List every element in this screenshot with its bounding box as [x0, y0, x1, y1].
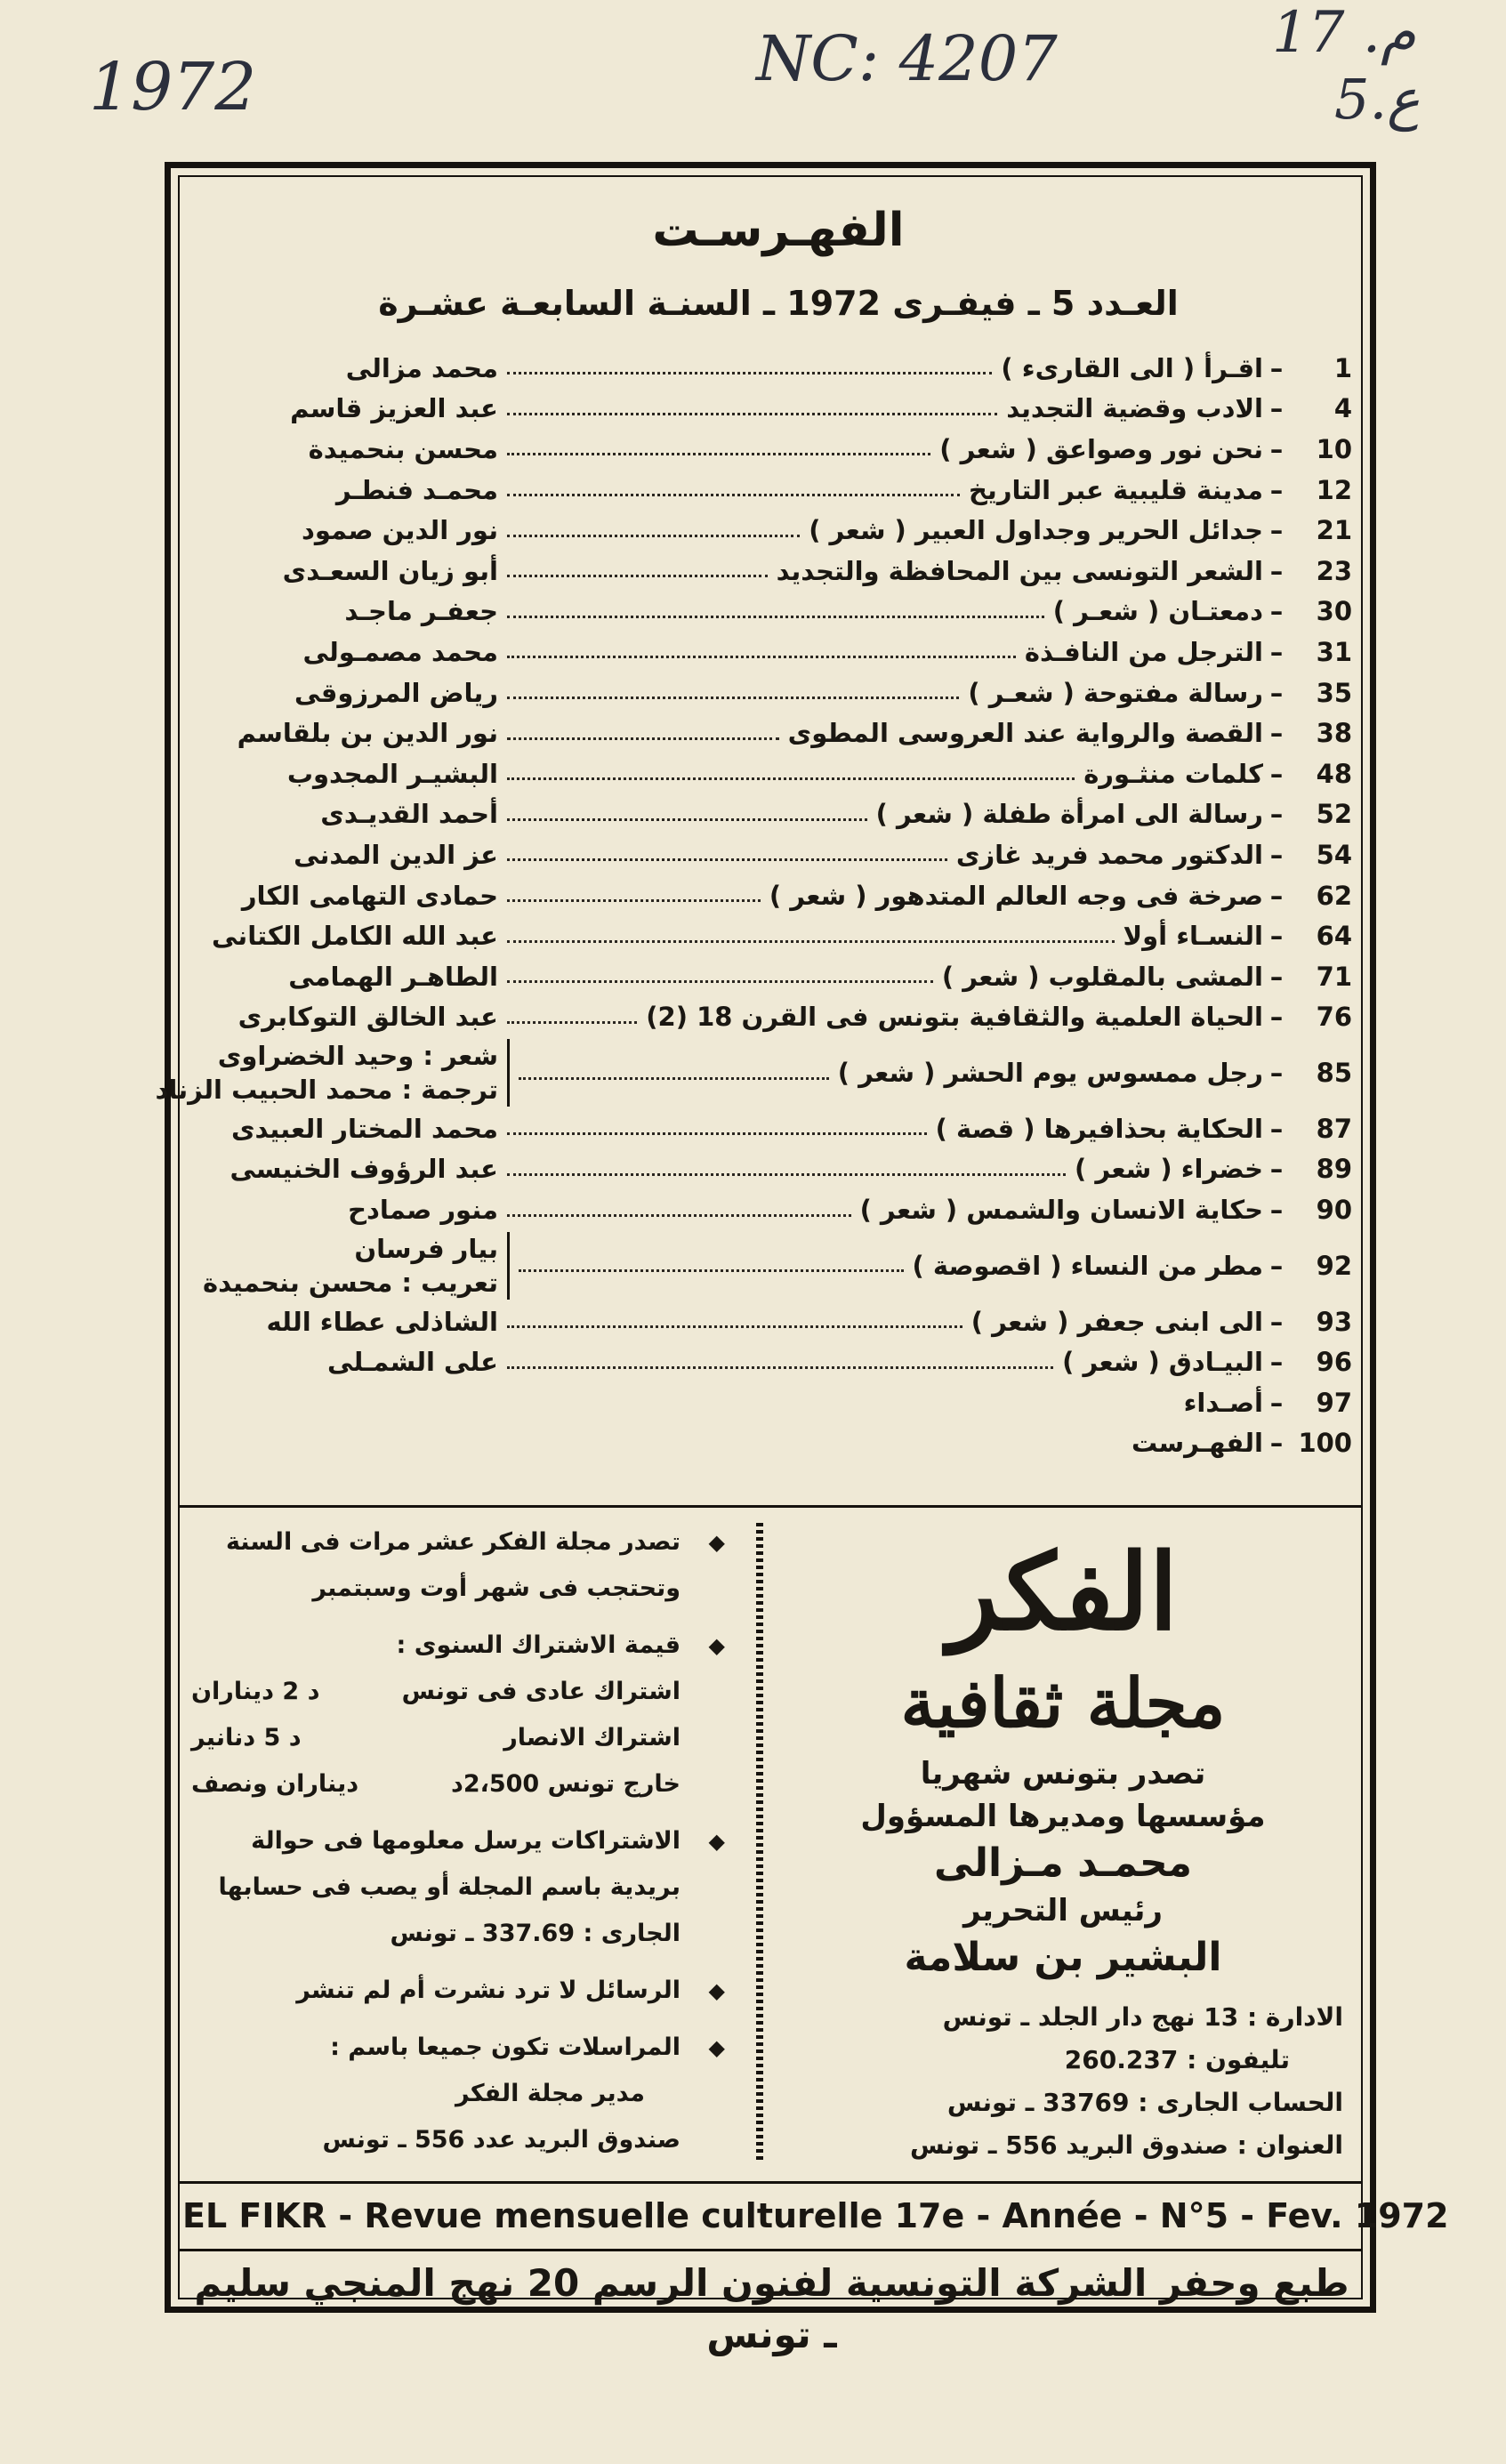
toc-page-number: 85	[1316, 1058, 1352, 1089]
toc-author-group	[202, 1232, 510, 1300]
toc-author: شعر : وحيد الخضراوى	[217, 1041, 498, 1072]
toc-dash: –	[1269, 1113, 1284, 1144]
issue-line: العـدد 5 ـ فيفـرى 1972 ـ السنـة السابعـة عشـرة	[378, 284, 1179, 323]
toc-row	[205, 753, 1352, 794]
toc-dash: –	[1269, 880, 1284, 911]
footer-divider	[178, 2181, 1363, 2184]
toc-row	[205, 834, 1352, 875]
toc-page-number: 48	[1316, 758, 1352, 789]
toc-row	[205, 1108, 1352, 1149]
printer-divider	[178, 2249, 1363, 2251]
toc-row	[202, 1230, 1352, 1301]
toc-dash: –	[1269, 1058, 1284, 1089]
toc-row	[205, 1189, 1352, 1230]
contact-block	[783, 1996, 1343, 2167]
handwritten-issue: ع.5	[1334, 67, 1421, 132]
toc-page-number: 38	[1316, 718, 1352, 749]
handwritten-volume: م. 17	[1272, 0, 1416, 66]
magazine-logo: الفكر	[947, 1530, 1179, 1654]
toc-author: محمد المختار العبيدى	[230, 1113, 498, 1144]
toc-page-number: 21	[1316, 515, 1352, 546]
toc-dash: –	[1269, 1250, 1284, 1281]
toc-article-title: الحياة العلمية والثقافية بتونس فى القرن 18 (2)	[646, 1002, 1263, 1033]
founder-name: محمـد مـزالى	[934, 1840, 1192, 1886]
toc-dash: –	[1269, 636, 1284, 667]
price-value: د 5 دنانير	[191, 1724, 302, 1751]
correspondence-note	[191, 2025, 725, 2163]
toc-row	[205, 1423, 1352, 1464]
correspondence-recipient: مدير مجلة الفكر	[455, 2080, 645, 2107]
toc-leader-dots	[507, 494, 960, 496]
toc-author: بيار فرسان	[354, 1233, 498, 1264]
handwritten-catalog-number: NC: 4207	[756, 22, 1058, 95]
letters-note	[191, 1968, 725, 2014]
toc-page-number: 96	[1316, 1347, 1352, 1378]
toc-article-title: جدائل الحرير وجداول العبير ( شعر )	[809, 515, 1263, 546]
masthead	[783, 1530, 1343, 2167]
toc-dash: –	[1269, 1195, 1284, 1226]
toc-row	[205, 672, 1352, 713]
toc-leader-dots	[507, 940, 1115, 943]
french-footer: EL FIKR - Revue mensuelle culturelle 17e - Année - N°5 - Fev. 1972	[182, 2196, 1449, 2235]
toc-page-number: 4	[1333, 393, 1352, 424]
toc-row	[205, 1341, 1352, 1382]
toc-dash: –	[1269, 1154, 1284, 1185]
toc-leader-dots	[507, 899, 761, 902]
toc-leader-dots	[507, 858, 947, 861]
toc-leader-dots	[507, 1214, 851, 1217]
toc-row	[205, 713, 1352, 753]
toc-row	[205, 632, 1352, 672]
toc-row	[205, 875, 1352, 916]
bullet-icon: ◆	[708, 1530, 725, 1555]
toc-author: جعفـر ماجـد	[344, 596, 498, 627]
toc-author: نور الدين بن بلقاسم	[237, 718, 498, 749]
toc-row	[205, 915, 1352, 956]
subscription-prices	[191, 1623, 725, 1808]
toc-author: الشاذلى عطاء الله	[266, 1306, 498, 1337]
toc-leader-dots	[507, 453, 930, 455]
toc-article-title: القصة والرواية عند العروسى المطوى	[787, 718, 1263, 749]
toc-leader-dots	[507, 656, 1016, 658]
toc-row	[205, 551, 1352, 592]
price-row	[191, 1761, 681, 1808]
toc-page-number: 100	[1298, 1428, 1352, 1459]
toc-article-title: كلمات منثـورة	[1083, 758, 1263, 789]
toc-page-number: 89	[1316, 1154, 1352, 1185]
editor-label: رئيس التحرير	[963, 1893, 1163, 1929]
toc-page-number: 92	[1316, 1250, 1352, 1281]
toc-page-number: 31	[1316, 636, 1352, 667]
toc-author: رياض المرزوقى	[294, 677, 498, 708]
price-value: ديناران ونصف	[191, 1770, 359, 1798]
toc-author: أحمد القديـدى	[320, 799, 498, 830]
toc-page-number: 90	[1316, 1195, 1352, 1226]
price-label: اشتراك عادى فى تونس	[401, 1678, 681, 1705]
toc-page-number: 62	[1316, 880, 1352, 911]
price-label: خارج تونس 2،500د	[450, 1770, 681, 1798]
toc-article-title: الفهـرست	[1131, 1428, 1263, 1459]
table-of-contents	[155, 200, 1352, 1463]
toc-dash: –	[1269, 555, 1284, 586]
payment-text: الاشتراكات يرسل معلومها فى حوالة بريدية باسم المجلة أو يصب فى حسابها الجارى : 337.69 ـ تونس	[218, 1827, 681, 1947]
toc-row	[205, 1382, 1352, 1423]
toc-article-title: رسالة مفتوحة ( شعـر )	[968, 677, 1263, 708]
toc-dash: –	[1269, 677, 1284, 708]
toc-leader-dots	[519, 1269, 904, 1272]
toc-author: محسن بنحميدة	[308, 433, 498, 464]
toc-page-number: 1	[1333, 352, 1352, 383]
toc-author: عبد العزيز قاسم	[290, 393, 498, 424]
subscription-title: قيمة الاشتراك السنوى :	[396, 1631, 681, 1659]
toc-author: على الشمـلى	[327, 1347, 498, 1378]
toc-page-number: 23	[1316, 555, 1352, 586]
column-divider	[756, 1523, 763, 2163]
magazine-subtitle: مجلة ثقافية	[900, 1663, 1226, 1743]
toc-article-title: اقـرأ ( الى القارىء )	[1001, 352, 1263, 383]
toc-dash: –	[1269, 1306, 1284, 1337]
toc-dash: –	[1269, 393, 1284, 424]
toc-leader-dots	[519, 1077, 829, 1080]
toc-dash: –	[1269, 839, 1284, 870]
toc-author: أبو زيان السعـدى	[282, 555, 498, 586]
toc-row	[155, 1037, 1352, 1108]
toc-leader-dots	[507, 1021, 637, 1024]
toc-article-title: مدينة قليبية عبر التاريخ	[969, 474, 1263, 505]
toc-article-title: مطر من النساء ( اقصوصة )	[912, 1250, 1263, 1281]
toc-leader-dots	[507, 737, 779, 740]
toc-article-title: الترجل من النافـذة	[1024, 636, 1263, 667]
toc-article-title: الدكتور محمد فريد غازى	[955, 839, 1263, 870]
toc-article-title: خضراء ( شعر )	[1074, 1154, 1263, 1185]
toc-article-title: الى ابنى جعفر ( شعر )	[970, 1306, 1263, 1337]
price-row	[191, 1715, 681, 1761]
toc-page-number: 30	[1316, 596, 1352, 627]
toc-row	[205, 348, 1352, 389]
toc-article-title: رسالة الى امرأة طفلة ( شعر )	[875, 799, 1263, 830]
payment-note	[191, 1818, 725, 1957]
toc-row	[205, 997, 1352, 1038]
section-divider	[178, 1505, 1363, 1508]
bullet-icon: ◆	[708, 1978, 725, 2003]
toc-article-title: المشى بالمقلوب ( شعر )	[941, 961, 1263, 992]
toc-author: نور الدين صمود	[301, 515, 498, 546]
toc-article-title: رجل ممسوس يوم الحشر ( شعر )	[837, 1058, 1263, 1089]
toc-row	[205, 1301, 1352, 1342]
toc-leader-dots	[507, 1173, 1066, 1176]
publish-note	[191, 1519, 725, 1612]
toc-page-number: 12	[1316, 474, 1352, 505]
toc-dash: –	[1269, 799, 1284, 830]
bullet-icon: ◆	[708, 1633, 725, 1658]
toc-leader-dots	[507, 980, 933, 983]
toc-translator: تعريب : محسن بنحميدة	[202, 1267, 498, 1298]
toc-author: محمـد فنطـر	[335, 474, 498, 505]
toc-page-number: 93	[1316, 1306, 1352, 1337]
toc-article-title: النسـاء أولا	[1123, 921, 1263, 952]
toc-leader-dots	[507, 535, 800, 537]
po-box: صندوق البريد عدد 556 ـ تونس	[322, 2126, 681, 2154]
toc-article-title: نحن نور وصواعق ( شعر )	[939, 433, 1263, 464]
toc-leader-dots	[507, 1325, 962, 1328]
toc-row	[205, 592, 1352, 632]
toc-row	[205, 429, 1352, 470]
toc-page-number: 54	[1316, 839, 1352, 870]
toc-row	[205, 389, 1352, 430]
toc-dash: –	[1269, 474, 1284, 505]
toc-page-number: 64	[1316, 921, 1352, 952]
toc-article-title: أصـداء	[1183, 1387, 1263, 1418]
phone: تليفون : 260.237	[1064, 2045, 1290, 2074]
toc-dash: –	[1269, 1387, 1284, 1418]
toc-leader-dots	[507, 372, 992, 374]
toc-author: عبد الله الكامل الكتانى	[211, 921, 498, 952]
price-value: د 2 ديناران	[191, 1678, 320, 1705]
account: الحساب الجارى : 33769 ـ تونس	[946, 2088, 1343, 2117]
toc-dash: –	[1269, 433, 1284, 464]
toc-leader-dots	[507, 777, 1075, 780]
toc-leader-dots	[507, 1132, 927, 1135]
toc-page-number: 10	[1316, 433, 1352, 464]
founder-label: مؤسسها ومديرها المسؤول	[860, 1799, 1266, 1834]
toc-dash: –	[1269, 758, 1284, 789]
mail-address: العنوان : صندوق البريد 556 ـ تونس	[909, 2130, 1343, 2160]
toc-article-title: البيـادق ( شعر )	[1062, 1347, 1263, 1378]
toc-dash: –	[1269, 718, 1284, 749]
toc-author: منور صمادح	[348, 1195, 498, 1226]
subscription-info	[191, 1519, 725, 2174]
toc-article-title: دمعتـان ( شعـر )	[1052, 596, 1263, 627]
toc-dash: –	[1269, 596, 1284, 627]
printer-line: طبع وحفر الشركة التونسية لفنون الرسم 20 نهج المنجي سليم ـ تونس	[194, 2261, 1349, 2356]
toc-dash: –	[1269, 961, 1284, 992]
toc-author: البشيـر المجدوب	[286, 758, 498, 789]
toc-article-title: حكاية الانسان والشمس ( شعر )	[859, 1195, 1263, 1226]
toc-dash: –	[1269, 352, 1284, 383]
toc-page-number: 87	[1316, 1113, 1352, 1144]
toc-page-number: 35	[1316, 677, 1352, 708]
toc-leader-dots	[507, 413, 997, 415]
toc-dash: –	[1269, 1002, 1284, 1033]
toc-page-number: 71	[1316, 961, 1352, 992]
price-label: اشتراك الانصار	[503, 1724, 681, 1751]
toc-author: عبد الرؤوف الخنيسى	[230, 1154, 498, 1185]
address: الادارة : 13 نهج دار الجلد ـ تونس	[942, 2002, 1343, 2032]
publication-frequency: تصدر بتونس شهريا	[920, 1756, 1206, 1792]
price-row	[191, 1669, 681, 1715]
toc-author: الطاهـر الهمامى	[288, 961, 498, 992]
toc-row	[205, 956, 1352, 997]
toc-author: محمد مزالى	[345, 352, 498, 383]
toc-author: محمد مصمـولى	[302, 636, 498, 667]
letters-text: الرسائل لا ترد نشرت أم لم تنشر	[296, 1977, 681, 2004]
toc-dash: –	[1269, 1428, 1284, 1459]
toc-dash: –	[1269, 515, 1284, 546]
toc-dash: –	[1269, 921, 1284, 952]
toc-leader-dots	[507, 616, 1044, 618]
toc-article-title: الادب وقضية التجديد	[1006, 393, 1263, 424]
toc-translator: ترجمة : محمد الحبيب الزناد	[155, 1075, 498, 1106]
toc-author: عبد الخالق التوكابرى	[238, 1002, 498, 1033]
toc-article-title: الشعر التونسى بين المحافظة والتجديد	[776, 555, 1263, 586]
correspondence-text: المراسلات تكون جميعا باسم :	[330, 2033, 681, 2061]
bullet-icon: ◆	[708, 1829, 725, 1854]
toc-row	[205, 470, 1352, 511]
editor-name: البشير بن سلامة	[904, 1935, 1222, 1980]
toc-leader-dots	[507, 1366, 1053, 1369]
toc-row	[205, 794, 1352, 835]
toc-leader-dots	[507, 575, 768, 577]
publish-text: تصدر مجلة الفكر عشر مرات فى السنة وتحتجب فى شهر أوت وسبتمبر	[225, 1528, 681, 1602]
toc-leader-dots	[507, 697, 959, 699]
toc-author-group	[155, 1039, 510, 1107]
toc-article-title: صرخة فى وجه العالم المتدهور ( شعر )	[769, 880, 1263, 911]
toc-article-title: الحكاية بحذافيرها ( قصة )	[935, 1113, 1263, 1144]
toc-page-number: 97	[1316, 1387, 1352, 1418]
toc-row	[205, 510, 1352, 551]
toc-page-number: 76	[1316, 1002, 1352, 1033]
toc-list	[155, 348, 1352, 1463]
toc-row	[205, 1149, 1352, 1190]
bullet-icon: ◆	[708, 2035, 725, 2060]
toc-dash: –	[1269, 1347, 1284, 1378]
toc-author: عز الدين المدنى	[294, 839, 498, 870]
toc-title: الفهـرسـت	[652, 204, 905, 257]
toc-author: حمادى التهامى الكار	[241, 880, 498, 911]
toc-leader-dots	[507, 818, 867, 821]
handwritten-year: 1972	[89, 49, 257, 125]
toc-page-number: 52	[1316, 799, 1352, 830]
